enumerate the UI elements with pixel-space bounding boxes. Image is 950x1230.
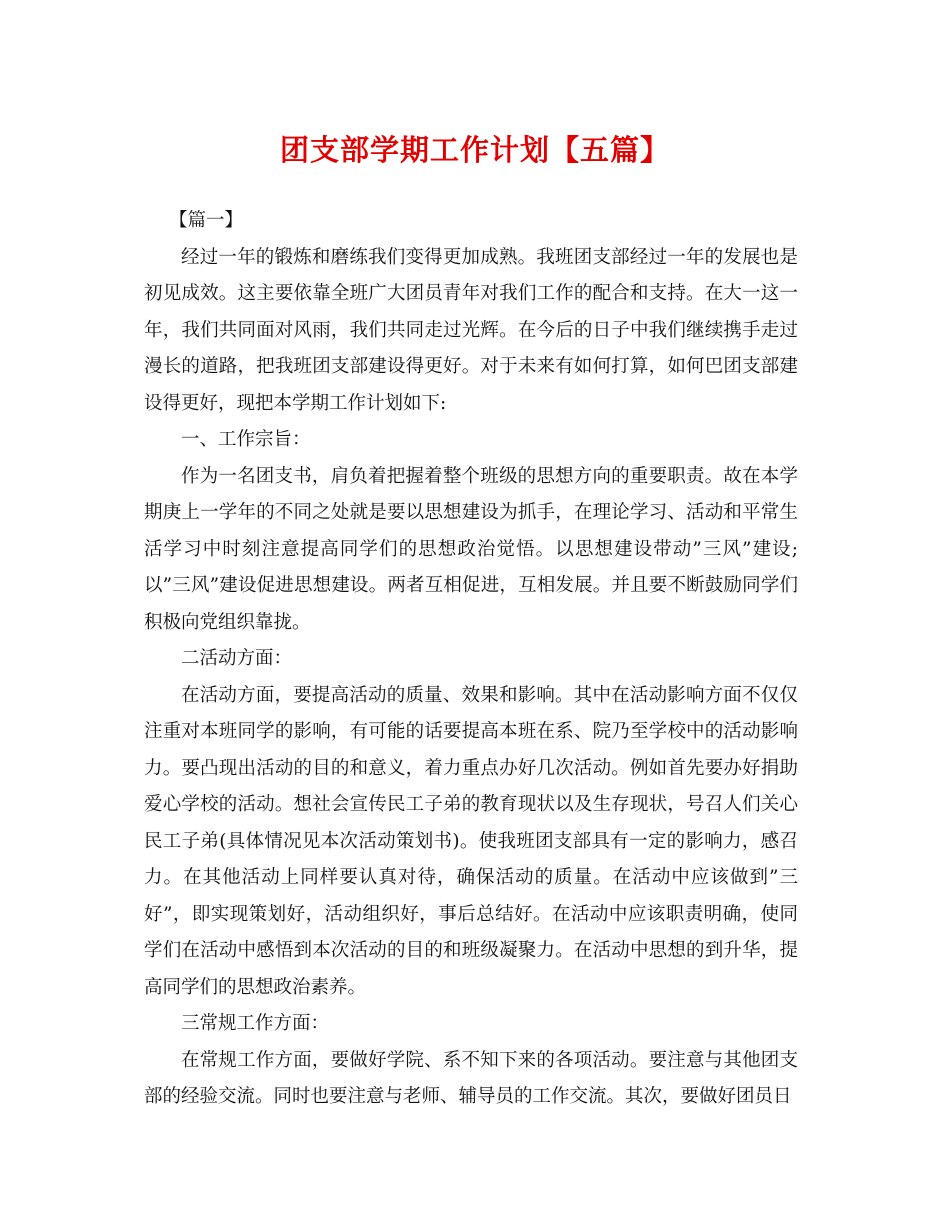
document-body: [144, 203, 798, 1116]
section-heading-part-one: 【篇一】: [168, 210, 243, 231]
intro-paragraph: 经过一年的锻炼和磨练我们变得更加成熟。我班团支部经过一年的发展也是初见成效。这主要依靠全班广大团员青年对我们工作的配合和支持。在大一这一年，我们共同面对风雨，我们共同走过光辉。在今后的日子中我们继续携手走过漫长的道路，把我班团支部建设得更好。对于未来有如何打算，如何巴团支部建设得更好，现把本学期工作计划如下:: [144, 246, 798, 414]
routine-work-paragraph: 在常规工作方面，要做好学院、系不知下来的各项活动。要注意与其他团支部的经验交流。同时也要注意与老师、辅导员的工作交流。其次，要做好团员日: [144, 1049, 798, 1107]
purpose-paragraph: 作为一名团支书，肩负着把握着整个班级的思想方向的重要职责。故在本学期庚上一学年的不同之处就是要以思想建设为抓手，在理论学习、活动和平常生活学习中时刻注意提高同学们的思想政治觉悟。以思想建设带动”三风”建设;以”三风”建设促进思想建设。两者互相促进，互相发展。并且要不断鼓励同学们积极向党组织靠拢。: [144, 465, 798, 633]
document-title: 团支部学期工作计划【五篇】: [279, 133, 670, 167]
section-heading-purpose: 一、工作宗旨：: [181, 429, 311, 450]
section-heading-activities: 二活动方面：: [181, 648, 293, 669]
section-heading-routine-work: 三常规工作方面：: [181, 1013, 330, 1034]
activities-paragraph: 在活动方面，要提高活动的质量、效果和影响。其中在活动影响方面不仅仅注重对本班同学的影响，有可能的话要提高本班在系、院乃至学校中的活动影响力。要凸现出活动的目的和意义，着力重点办好几次活动。例如首先要办好捐助爱心学校的活动。想社会宣传民工子弟的教育现状以及生存现状，号召人们关心民工子弟(具体情况见本次活动策划书)。使我班团支部具有一定的影响力，感召力。在其他活动上同样要认真对待，确保活动的质量。在活动中应该做到”三好”，即实现策划好，活动组织好，事后总结好。在活动中应该职责明确，使同学们在活动中感悟到本次活动的目的和班级凝聚力。在活动中思想的到升华，提高同学们的思想政治素养。: [144, 684, 798, 998]
